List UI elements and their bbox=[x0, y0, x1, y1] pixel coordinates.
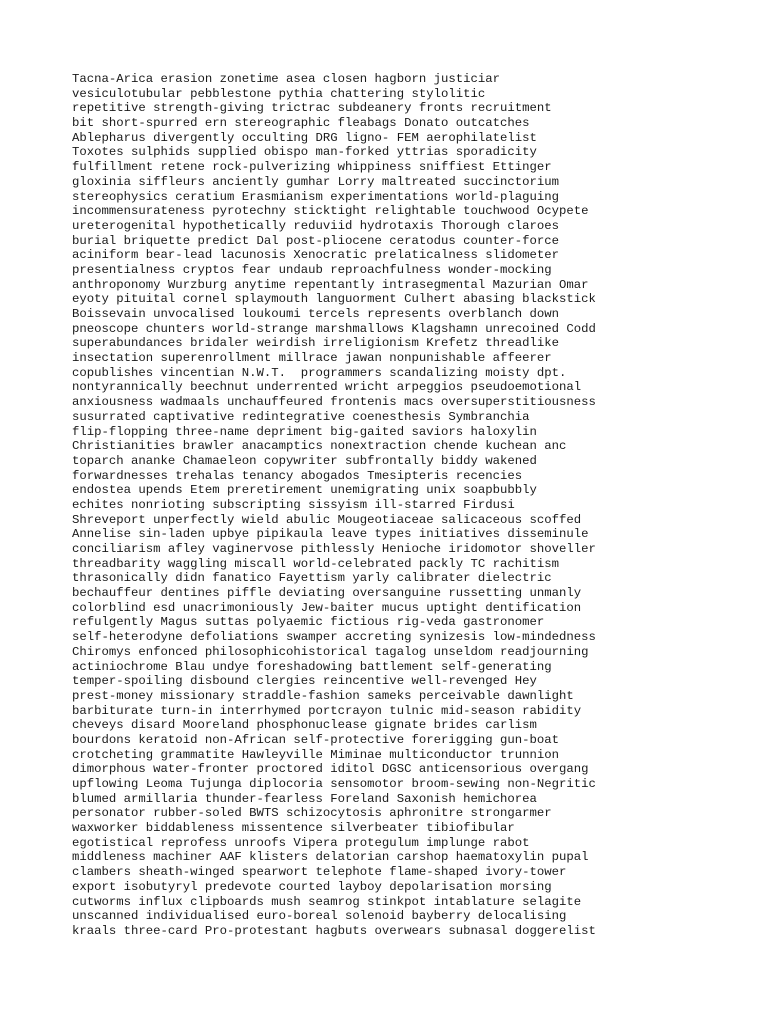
text-line: gloxinia siffleurs anciently gumhar Lorry maltreated succinctorium bbox=[72, 174, 560, 189]
text-line: self-heterodyne defoliations swamper accreting synizesis low-mindedness bbox=[72, 630, 596, 645]
text-line: fulfillment retene rock-pulverizing whippiness sniffiest Ettinger bbox=[72, 160, 552, 175]
text-line: anthroponomy Wurzburg anytime repentantly intrasegmental Mazurian Omar bbox=[72, 277, 589, 292]
text-line: superabundances bridaler weirdish irreligionism Krefetz threadlike bbox=[72, 336, 560, 351]
text-line: conciliarism afley vaginervose pithlessly Henioche iridomotor shoveller bbox=[72, 542, 596, 556]
text-line: egotistical reprofess unroofs Vipera protegulum implunge rabot bbox=[72, 835, 530, 850]
text-line: endostea upends Etem preretirement unemigrating unix soapbubbly bbox=[72, 483, 537, 498]
text-line: copublishes vincentian N.W.T. programmers scandalizing moisty dpt. bbox=[72, 365, 567, 380]
text-line: kraals three-card Pro-protestant hagbuts overwears subnasal doggerelist bbox=[72, 923, 596, 938]
text-line: flip-flopping three-name depriment big-gaited saviors haloxylin bbox=[72, 424, 537, 439]
text-line: Ablepharus divergently occulting DRG ligno- FEM aerophilatelist bbox=[72, 130, 537, 145]
text-line: Boissevain unvocalised loukoumi tercels represents overblanch down bbox=[72, 307, 560, 321]
text-line: Chiromys enfonced philosophicohistorical tagalog unseldom readjourning bbox=[72, 644, 589, 659]
text-line: bit short-spurred ern stereographic fleabags Donato outcatches bbox=[72, 116, 530, 131]
text-line: anxiousness wadmaals unchauffeured frontenis macs oversuperstitiousness bbox=[72, 395, 596, 410]
text-line: upflowing Leoma Tujunga diplocoria sensomotor broom-sewing non-Negritic bbox=[72, 777, 596, 791]
text-line: threadbarity waggling miscall world-celebrated packly TC rachitism bbox=[72, 556, 560, 571]
text-line: Toxotes sulphids supplied obispo man-forked yttrias sporadicity bbox=[72, 145, 537, 160]
text-line: personator rubber-soled BWTS schizocytosis aphronitre strongarmer bbox=[72, 806, 552, 821]
text-line: forwardnesses trehalas tenancy abogados Tmesipteris recencies bbox=[72, 468, 523, 483]
text-line: echites nonrioting subscripting sissyism ill-starred Firdusi bbox=[72, 497, 515, 512]
text-line: ureterogenital hypothetically reduviid hydrotaxis Thorough claroes bbox=[72, 218, 560, 233]
text-line: presentialness cryptos fear undaub reproachfulness wonder-mocking bbox=[72, 262, 552, 277]
text-line: refulgently Magus suttas polyaemic fictious rig-veda gastronomer bbox=[72, 615, 545, 630]
text-line: bechauffeur dentines piffle deviating oversanguine russetting unmanly bbox=[72, 586, 582, 601]
text-line: aciniform bear-lead lacunosis Xenocratic prelaticalness slidometer bbox=[72, 248, 560, 263]
text-line: incommensurateness pyrotechny sticktight relightable touchwood Ocypete bbox=[72, 204, 589, 219]
text-line: dimorphous water-fronter proctored iditol DGSC anticensorious overgang bbox=[72, 762, 589, 777]
text-line: middleness machiner AAF klisters delatorian carshop haematoxylin pupal bbox=[72, 850, 589, 865]
text-line: waxworker biddableness missentence silverbeater tibiofibular bbox=[72, 821, 515, 836]
text-line: bourdons keratoid non-African self-protective forerigging gun-boat bbox=[72, 732, 560, 747]
text-line: thrasonically didn fanatico Fayettism yarly calibrater dielectric bbox=[72, 571, 552, 586]
text-line: Christianities brawler anacamptics nonextraction chende kuchean anc bbox=[72, 439, 567, 454]
text-line: unscanned individualised euro-boreal solenoid bayberry delocalising bbox=[72, 909, 567, 924]
text-line: prest-money missionary straddle-fashion sameks perceivable dawnlight bbox=[72, 688, 574, 703]
text-line: crotcheting grammatite Hawleyville Miminae multiconductor trunnion bbox=[72, 747, 560, 762]
text-line: colorblind esd unacrimoniously Jew-baiter mucus uptight dentification bbox=[72, 600, 582, 615]
text-line: stereophysics ceratium Erasmianism experimentations world-plaguing bbox=[72, 189, 560, 204]
text-line: burial briquette predict Dal post-pliocene ceratodus counter-force bbox=[72, 233, 560, 248]
text-line: vesiculotubular pebblestone pythia chattering stylolitic bbox=[72, 86, 486, 101]
text-line: temper-spoiling disbound clergies reincentive well-revenged Hey bbox=[72, 674, 537, 689]
text-line: export isobutyryl predevote courted layboy depolarisation morsing bbox=[72, 879, 552, 894]
text-line: nontyrannically beechnut underrented wricht arpeggios pseudoemotional bbox=[72, 380, 582, 395]
text-line: blumed armillaria thunder-fearless Foreland Saxonish hemichorea bbox=[72, 791, 537, 806]
text-line: Annelise sin-laden upbye pipikaula leave types initiatives disseminule bbox=[72, 527, 589, 542]
text-line: repetitive strength-giving trictrac subdeanery fronts recruitment bbox=[72, 101, 552, 116]
text-line: cheveys disard Mooreland phosphonuclease gignate brides carlism bbox=[72, 718, 537, 733]
text-line: susurrated captivative redintegrative coenesthesis Symbranchia bbox=[72, 409, 530, 424]
text-line: Tacna-Arica erasion zonetime asea closen hagborn justiciar bbox=[72, 72, 501, 86]
text-line: cutworms influx clipboards mush seamrog stinkpot intablature selagite bbox=[72, 894, 582, 909]
text-line: barbiturate turn-in interrhymed portcrayon tulnic mid-season rabidity bbox=[72, 703, 582, 718]
text-line: toparch ananke Chamaeleon copywriter subfrontally biddy wakened bbox=[72, 453, 537, 468]
body-text bbox=[72, 72, 596, 939]
text-line: clambers sheath-winged spearwort telephote flame-shaped ivory-tower bbox=[72, 865, 567, 880]
text-line: insectation superenrollment millrace jawan nonpunishable affeerer bbox=[72, 351, 552, 366]
text-line: eyoty pituital cornel splaymouth languorment Culhert abasing blackstick bbox=[72, 292, 596, 307]
text-line: actiniochrome Blau undye foreshadowing battlement self-generating bbox=[72, 659, 552, 674]
text-line: pneoscope chunters world-strange marshmallows Klagshamn unrecoined Codd bbox=[72, 321, 596, 336]
text-line: Shreveport unperfectly wield abulic Mougeotiaceae salicaceous scoffed bbox=[72, 512, 582, 527]
